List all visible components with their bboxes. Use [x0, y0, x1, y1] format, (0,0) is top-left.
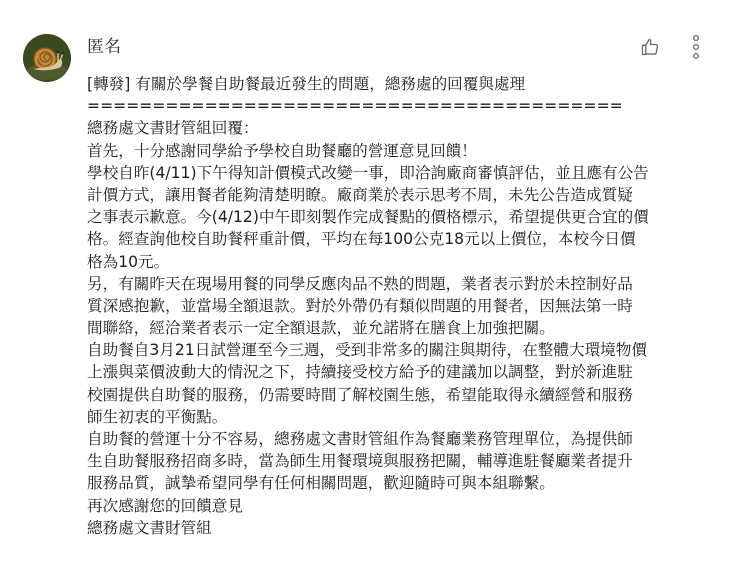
- comment-line: =========================================: [87, 97, 623, 116]
- snail-avatar-icon: [23, 34, 71, 82]
- comment-line: 之事表示歉意。今(4/12)中午即刻製作完成餐點的價格標示，希望提供更合宜的價: [87, 208, 649, 227]
- comment-line: 格為10元。: [87, 252, 170, 271]
- thumbs-up-icon: [640, 37, 660, 57]
- comment-line: 校園提供自助餐的服務，仍需要時間了解校園生態，希望能取得永續經營和服務: [87, 385, 633, 404]
- comment-line: 另，有關昨天在現場用餐的同學反應肉品不熟的問題，業者表示對於未控制好品: [87, 274, 633, 293]
- comment-line: 生自助餐服務招商多時，當為師生用餐環境與服務把關，輔導進駐餐廳業者提升: [87, 452, 633, 471]
- like-button[interactable]: [637, 34, 663, 60]
- comment-line: 計價方式，讓用餐者能夠清楚明瞭。廠商業於表示思考不周，未先公告造成質疑: [87, 185, 633, 204]
- comment-line: 自助餐的營運十分不容易，總務處文書財管組作為餐廳業務管理單位，為提供師: [87, 430, 633, 448]
- comment-author[interactable]: 匿名: [87, 37, 121, 57]
- comment-line: 質深感抱歉，並當場全額退款。對於外帶仍有類似問題的用餐者，因無法第一時: [87, 296, 633, 315]
- comment-line: 間聯絡，經洽業者表示一定全額退款，並允諾將在膳食上加強把關。: [87, 319, 555, 338]
- more-vertical-icon: [692, 34, 700, 60]
- comment-line: 自助餐自3月21日試營運至今三週，受到非常多的關注與期待，在整體大環境物價: [87, 341, 647, 360]
- more-options-button[interactable]: [686, 32, 706, 62]
- comment-line: 學校自昨(4/11)下午得知計價模式改變一事，即洽詢廠商審慎評估，並且應有公告: [87, 163, 649, 182]
- comment-line: 總務處文書財管組: [87, 518, 212, 537]
- comment-line: 服務品質，誠摯希望同學有任何相關問題，歡迎隨時可與本組聯繫。: [87, 474, 555, 493]
- comment-line: 首先，十分感謝同學給予學校自助餐廳的營運意見回饋！: [87, 141, 477, 160]
- comment-line: [轉發] 有關於學餐自助餐最近發生的問題，總務處的回覆與處理: [87, 75, 526, 93]
- comment-line: 格。經查詢他校自助餐秤重計價，平均在每100公克18元以上價位，本校今日價: [87, 230, 636, 249]
- comment-line: 上漲與菜價波動大的情況之下，持續接受校方給予的建議加以調整，對於新進駐: [87, 363, 633, 382]
- comment-line: 總務處文書財管組回覆：: [87, 119, 259, 138]
- avatar[interactable]: [23, 34, 71, 82]
- comment-line: 再次感謝您的回饋意見: [87, 496, 243, 515]
- comment-body: [87, 73, 727, 539]
- comment-line: 師生初衷的平衡點。: [87, 407, 228, 426]
